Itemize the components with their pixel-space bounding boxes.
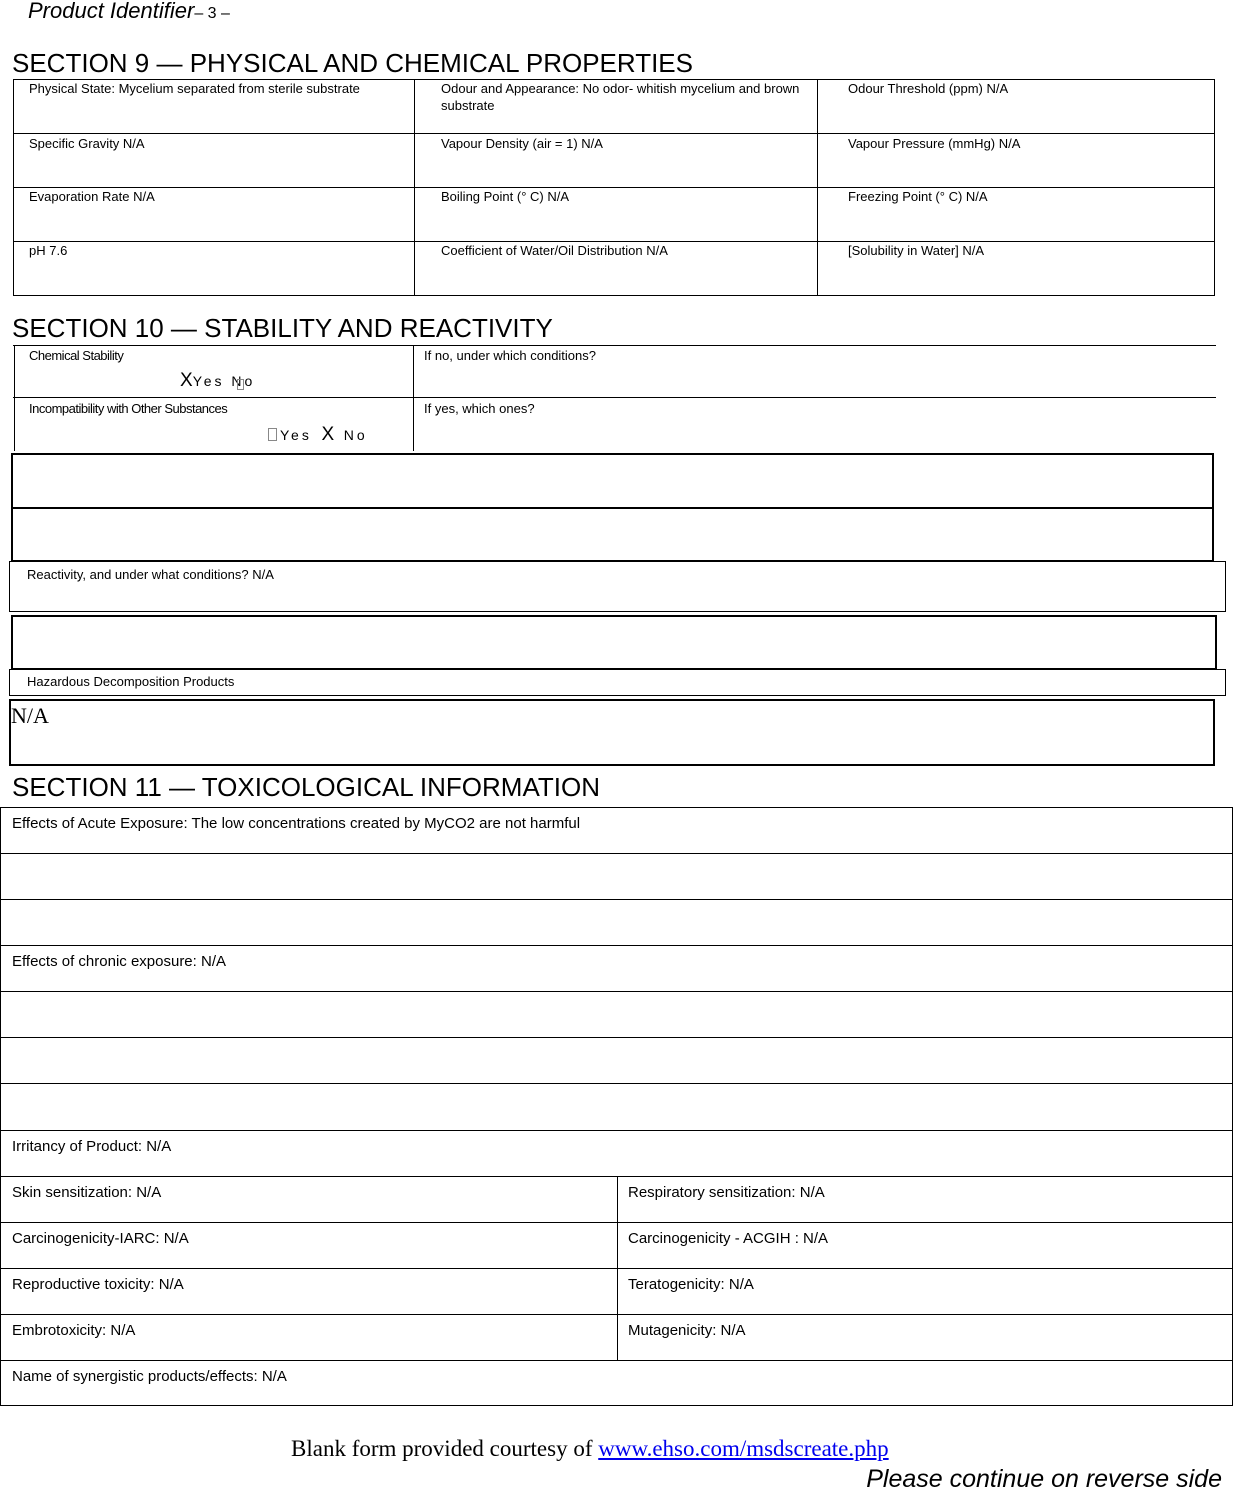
page-number: – 3 –	[194, 5, 230, 22]
hazardous-decomposition-label: Hazardous Decomposition Products	[27, 674, 235, 689]
continue-note: Please continue on reverse side	[866, 1465, 1222, 1493]
synergistic-products: Name of synergistic products/effects: N/A	[12, 1368, 287, 1385]
incompatibility-options[interactable]	[268, 426, 368, 444]
chemical-stability-no-box-icon	[237, 379, 244, 390]
skin-sensitization: Skin sensitization: N/A	[12, 1184, 162, 1201]
product-identifier-text: Product Identifier	[28, 0, 195, 23]
chemical-stability-yes-no-text: Yes No	[192, 373, 256, 389]
evaporation-rate: Evaporation Rate N/A	[29, 189, 155, 204]
incompatibility-label: Incompatibility with Other Substances	[29, 401, 228, 416]
embrotoxicity: Embrotoxicity: N/A	[12, 1322, 136, 1339]
specific-gravity: Specific Gravity N/A	[29, 136, 145, 151]
reactivity-label: Reactivity, and under what conditions? N/A	[27, 567, 274, 582]
physical-state: Physical State: Mycelium separated from sterile substrate	[29, 81, 360, 96]
chemical-stability-label: Chemical Stability	[29, 348, 124, 363]
blank-field-2[interactable]	[11, 507, 1214, 562]
teratogenicity: Teratogenicity: N/A	[628, 1276, 754, 1293]
reproductive-toxicity: Reproductive toxicity: N/A	[12, 1276, 184, 1293]
vapour-density: Vapour Density (air = 1) N/A	[441, 136, 603, 151]
acute-exposure: Effects of Acute Exposure: The low concentrations created by MyCO2 are not harmful	[12, 815, 581, 832]
odour-threshold: Odour Threshold (ppm) N/A	[848, 81, 1009, 96]
reactivity-box	[9, 561, 1226, 612]
ehso-link[interactable]: www.ehso.com/msdscreate.php	[598, 1436, 889, 1461]
if-yes-which-label: If yes, which ones?	[424, 401, 535, 416]
chronic-exposure: Effects of chronic exposure: N/A	[12, 953, 226, 970]
carcinogenicity-acgih: Carcinogenicity - ACGIH : N/A	[628, 1230, 829, 1247]
water-oil-distribution: Coefficient of Water/Oil Distribution N/A	[441, 243, 668, 258]
footer-courtesy	[291, 1436, 889, 1462]
hazardous-decomposition-field[interactable]	[9, 699, 1215, 766]
hazardous-decomposition-value: N/A	[11, 703, 49, 728]
vapour-pressure: Vapour Pressure (mmHg) N/A	[848, 136, 1021, 151]
incompatibility-yes-text: Yes	[280, 427, 312, 443]
solubility-in-water: [Solubility in Water] N/A	[848, 243, 985, 258]
freezing-point: Freezing Point (° C) N/A	[848, 189, 988, 204]
incompatibility-no-mark: X	[321, 424, 335, 445]
mutagenicity: Mutagenicity: N/A	[628, 1322, 746, 1339]
respiratory-sensitization: Respiratory sensitization: N/A	[628, 1184, 825, 1201]
blank-field-1[interactable]	[11, 453, 1214, 509]
chemical-stability-options[interactable]	[180, 372, 255, 390]
irritancy: Irritancy of Product: N/A	[12, 1138, 172, 1155]
hazardous-decomposition-box	[9, 669, 1226, 696]
section-11-title: SECTION 11 — TOXICOLOGICAL INFORMATION	[12, 772, 600, 802]
incompatibility-no-text: No	[343, 427, 368, 443]
if-no-conditions-label: If no, under which conditions?	[424, 348, 596, 363]
chemical-stability-yes-mark: X	[180, 370, 193, 391]
carcinogenicity-iarc: Carcinogenicity-IARC: N/A	[12, 1230, 189, 1247]
boiling-point: Boiling Point (° C) N/A	[441, 189, 570, 204]
ph-value: pH 7.6	[29, 243, 68, 258]
odour-appearance: Odour and Appearance: No odor- whitish mycelium and brown substrate	[441, 81, 800, 113]
footer-courtesy-text: Blank form provided courtesy of	[291, 1436, 599, 1461]
blank-field-3[interactable]	[11, 615, 1217, 670]
incompatibility-yes-box-icon	[268, 428, 277, 441]
section-10-title: SECTION 10 — STABILITY AND REACTIVITY	[12, 313, 553, 343]
section-9-title: SECTION 9 — PHYSICAL AND CHEMICAL PROPERTIES	[12, 48, 693, 78]
